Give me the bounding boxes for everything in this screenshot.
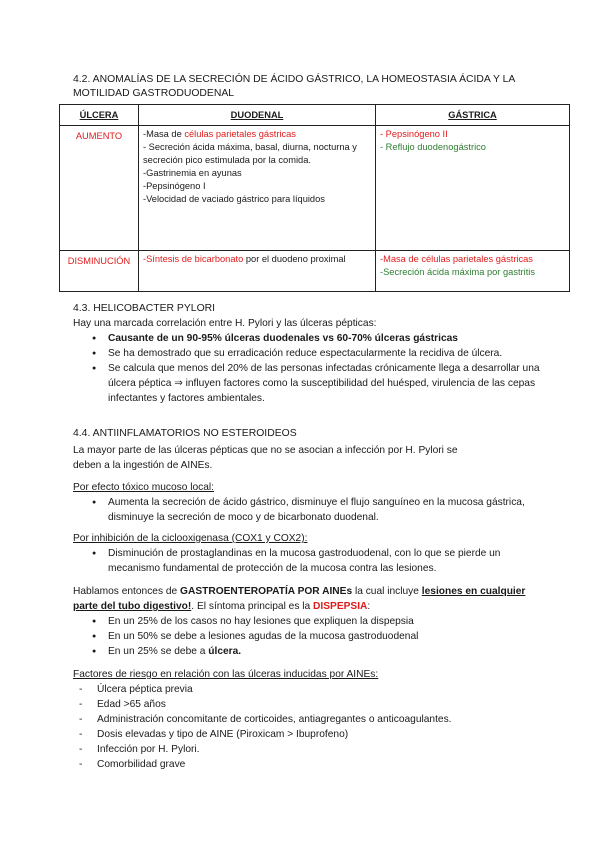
text: - Pepsinógeno II bbox=[380, 129, 448, 139]
header-gastrica: GÁSTRICA bbox=[376, 105, 570, 126]
highlight-text: GASTROENTEROPATÍA POR AINEs bbox=[180, 586, 353, 597]
header-duodenal: DUODENAL bbox=[139, 105, 376, 126]
list-item: ● Causante de un 90-95% úlceras duodenales vs 60-70% úlceras gástricas bbox=[90, 331, 543, 346]
aumento-gastrica-cell bbox=[376, 126, 570, 251]
list-item: ● En un 25% de los casos no hay lesiones que expliquen la dispepsia bbox=[90, 614, 543, 629]
dispepsia-list bbox=[90, 614, 543, 659]
table-row-disminucion bbox=[60, 251, 570, 292]
text: -Masa de bbox=[143, 129, 185, 139]
highlight-text: células parietales gástricas bbox=[184, 129, 296, 139]
highlight-text: células parietales gástricas bbox=[421, 254, 533, 264]
text: - Secreción ácida máxima, basal, diurna, nocturna y secreción pico estimulada por la comida. bbox=[143, 142, 357, 165]
highlight-text: -Síntesis de bicarbonato bbox=[143, 254, 244, 264]
list-item: ● En un 50% se debe a lesiones agudas de la mucosa gastroduodenal bbox=[90, 629, 543, 644]
aumento-duodenal-cell bbox=[139, 126, 376, 251]
list-item: - Edad >65 años bbox=[73, 697, 543, 712]
risk-list bbox=[73, 682, 543, 772]
gastroenteropatia-paragraph bbox=[73, 584, 543, 614]
text: -Pepsinógeno I bbox=[143, 181, 206, 191]
hpylori-list bbox=[90, 331, 543, 406]
text: por el duodeno proximal bbox=[243, 254, 346, 264]
text: : bbox=[367, 601, 371, 612]
list-item bbox=[90, 644, 543, 659]
list-item: - Comorbilidad grave bbox=[73, 757, 543, 772]
list-item: - Úlcera péptica previa bbox=[73, 682, 543, 697]
highlight-text: DISPEPSIA bbox=[313, 601, 368, 612]
highlight-text: lesiones en cualquier parte del tubo digestivo! bbox=[73, 586, 526, 612]
list-item: - Infección por H. Pylori. bbox=[73, 742, 543, 757]
section-4-4 bbox=[73, 426, 543, 772]
disminucion-gastrica-cell bbox=[376, 251, 570, 292]
table-header-row bbox=[60, 105, 570, 126]
section-4-3-intro: Hay una marcada correlación entre H. Pylori y las úlceras pépticas: bbox=[73, 318, 377, 329]
row-label-disminucion: DISMINUCIÓN bbox=[60, 251, 139, 292]
toxic-subtitle: Por efecto tóxico mucoso local: bbox=[73, 482, 214, 493]
disminucion-duodenal-cell bbox=[139, 251, 376, 292]
text: Hablamos entonces de bbox=[73, 586, 181, 597]
row-label-aumento: AUMENTO bbox=[60, 126, 139, 251]
toxic-list bbox=[90, 495, 543, 525]
text: . El síntoma principal es la bbox=[191, 601, 314, 612]
text: En un 25% se debe a bbox=[108, 646, 209, 657]
cox-list bbox=[90, 546, 543, 576]
text: - Reflujo duodenogástrico bbox=[380, 142, 486, 152]
risk-subtitle: Factores de riesgo en relación con las úlceras inducidas por AINEs: bbox=[73, 669, 379, 680]
highlight-text: úlcera. bbox=[208, 646, 242, 657]
header-ulcera: ÚLCERA bbox=[60, 105, 139, 126]
table-row-aumento bbox=[60, 126, 570, 251]
list-item: ● Se ha demostrado que su erradicación reduce espectacularmente la recidiva de úlcera. bbox=[90, 346, 543, 361]
anomalies-table bbox=[59, 104, 570, 292]
list-item: ● Disminución de prostaglandinas en la mucosa gastroduodenal, con lo que se pierde un mecanismo fundamental de protección de la mucosa contra las lesiones. bbox=[90, 546, 543, 576]
section-4-4-intro: La mayor parte de las úlceras pépticas que no se asocian a infección por H. Pylori se deben a la ingestión de AINEs. bbox=[73, 445, 458, 471]
section-4-2-title: 4.2. ANOMALÍAS DE LA SECRECIÓN DE ÁCIDO GÁSTRICO, LA HOMEOSTASIA ÁCIDA Y LA MOTILIDAD GASTRODUODENAL bbox=[73, 74, 515, 99]
text: -Masa de bbox=[380, 254, 422, 264]
list-item: ● Aumenta la secreción de ácido gástrico, disminuye el flujo sanguíneo en la mucosa gástrica, disminuye la secreción de moco y de bicarbonato duodenal. bbox=[90, 495, 543, 525]
list-item: ● Se calcula que menos del 20% de las personas infectadas crónicamente llega a desarrollar una úlcera péptica ⇒ influyen factores como la susceptibilidad del huésped, virulencia de las cepas infectantes y factores ambientales. bbox=[90, 361, 543, 406]
section-4-3 bbox=[73, 301, 543, 406]
list-item: - Dosis elevadas y tipo de AINE (Piroxicam > Ibuprofeno) bbox=[73, 727, 543, 742]
text: -Velocidad de vaciado gástrico para líquidos bbox=[143, 194, 325, 204]
section-4-3-title: 4.3. HELICOBACTER PYLORI bbox=[73, 303, 216, 314]
text: -Gastrinemia en ayunas bbox=[143, 168, 242, 178]
text: -Secreción ácida máxima por gastritis bbox=[380, 267, 536, 277]
text: la cual incluye bbox=[352, 586, 422, 597]
section-4-4-title: 4.4. ANTIINFLAMATORIOS NO ESTEROIDEOS bbox=[73, 428, 297, 439]
cox-subtitle: Por inhibición de la ciclooxigenasa (COX1 y COX2): bbox=[73, 533, 308, 544]
list-item: - Administración concomitante de corticoides, antiagregantes o anticoagulantes. bbox=[73, 712, 543, 727]
